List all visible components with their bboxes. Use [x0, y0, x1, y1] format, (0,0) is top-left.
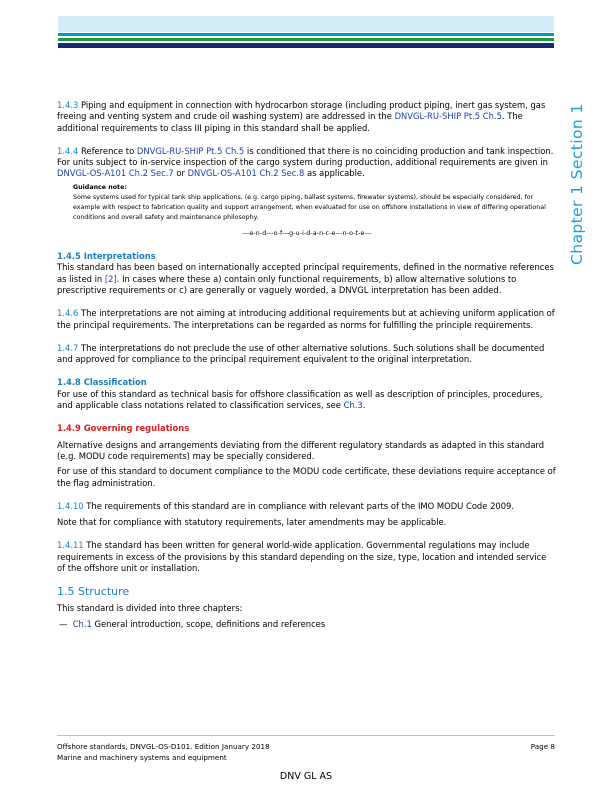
- section-1-4-7: [57, 343, 557, 366]
- page-number: Page 8: [530, 742, 555, 751]
- section-1-4-5-heading: [57, 251, 557, 262]
- clause-text: Reference to: [78, 145, 137, 156]
- clause-number: 1.4.4: [57, 145, 79, 156]
- footer-doc-subtitle: Marine and machinery systems and equipment: [57, 753, 227, 762]
- clause-number: 1.4.3: [57, 100, 79, 110]
- clause-text: This standard has been based on internationally accepted principal requirements, defined in the normative references as listed in: [57, 262, 554, 284]
- clause-number: 1.4.5: [57, 251, 81, 262]
- footer-doc-title: Offshore standards, DNVGL-OS-D101. Edition January 2018: [57, 742, 270, 751]
- list-dash: —: [59, 618, 68, 629]
- clause-number: 1.4.10: [57, 500, 84, 511]
- section-1-4-8: [57, 389, 557, 412]
- section-1-4-6: [57, 308, 557, 331]
- chapter-section-tab: Chapter 1 Section 1: [568, 103, 586, 265]
- section-1-4-5: [57, 262, 557, 296]
- ref-link-ship-pt5-ch5[interactable]: DNVGL-RU-SHIP Pt.5 Ch.5: [136, 145, 245, 156]
- section-1-4-10-note: Note that for compliance with statutory requirements, later amendments may be applicable.: [57, 517, 447, 528]
- guidance-note-text: Some systems used for typical tank ship applications, (e.g. cargo piping, ballast systems, firewater systems), should be especially considered, for example with respect to fabrication quality and support arrangement, when evaluated for use on offshore installations in view of differing operational conditions and overall safety and maintenance philosophy.: [73, 193, 546, 221]
- list-item-text: General introduction, scope, definitions and references: [91, 618, 326, 629]
- clause-text: or: [173, 168, 188, 179]
- page-footer: [57, 741, 555, 763]
- clause-text: For use of this standard as technical basis for offshore classification as well as description of principles, procedures, and applicable class notations related to classification services, see: [57, 388, 543, 411]
- header-stripe-navy: [58, 43, 554, 48]
- ref-link-a101-sec8[interactable]: DNVGL-OS-A101 Ch.2 Sec.8: [187, 168, 305, 179]
- clause-text: Piping and equipment in connection with hydrocarbon storage (including product piping, inert gas system, gas freeing and venting system and crude oil washing system) are addressed in the: [57, 100, 546, 122]
- section-1-5-intro: This standard is divided into three chapters:: [57, 602, 243, 613]
- section-1-4-9-heading: 1.4.9 Governing regulations: [57, 423, 190, 434]
- clause-text: The standard has been written for general world-wide application. Governmental regulations may include requirements in excess of the provisions by this standard depending on the size, type, location and intended service of the offshore unit or installation.: [57, 540, 547, 574]
- clause-text: .: [362, 400, 366, 411]
- section-1-4-9-p2: For use of this standard to document compliance to the MODU code certificate, these deviations require acceptance of the flag administration.: [57, 466, 556, 488]
- clause-number: 1.4.8: [57, 377, 81, 388]
- clause-text: as applicable.: [304, 168, 365, 179]
- guidance-end-marker: ---e-n-d---o-f---g-u-i-d-a-n-c-e---n-o-t-e---: [242, 229, 372, 237]
- header-band: [58, 16, 554, 32]
- section-1-4-10: [57, 501, 557, 512]
- clause-text: The requirements of this standard are in compliance with relevant parts of the IMO MODU Code 2009.: [83, 500, 515, 511]
- ref-link-ch3[interactable]: Ch.3: [343, 400, 363, 411]
- ref-link-normative-2[interactable]: [2]: [104, 273, 117, 284]
- clause-text: is conditioned that there is no coinciding production and tank inspection. For units subject to in-service inspection of the cargo system during production, additional requirements are given in: [57, 145, 554, 168]
- clause-title: Classification: [80, 377, 147, 388]
- guidance-note-title: Guidance note:: [73, 183, 127, 191]
- company-name: DNV GL AS: [279, 771, 333, 782]
- clause-text: . In cases where these a) contain only functional requirements, b) allow alternative solutions to prescriptive requirements or c) are generally or vaguely worded, a DNVGL interpretation has been added.: [57, 273, 517, 295]
- list-item: [57, 619, 557, 630]
- header-stripe-cyan: [58, 33, 554, 36]
- section-1-4-8-heading: [57, 377, 557, 388]
- clause-text: . The additional requirements to class III piping in this standard shall be applied.: [57, 111, 523, 133]
- section-1-4-4: [57, 146, 557, 180]
- section-1-4-9-p1: Alternative designs and arrangements deviating from the different regulatory standards as adapted in this standard (e.g. MODU code requirements) may be specially considered.: [57, 439, 545, 461]
- clause-text: The interpretations are not aiming at introducing additional requirements but at achieving uniform application of the principal requirements. The interpretations can be regarded as norms for fulfilling the principle requirements.: [57, 308, 555, 330]
- clause-number: 1.4.6: [57, 308, 79, 319]
- footer-divider: [57, 735, 555, 736]
- section-1-4-3: [57, 100, 557, 134]
- header-stripe-green: [58, 38, 554, 41]
- clause-number: 1.4.11: [57, 540, 84, 551]
- guidance-note: [73, 183, 557, 223]
- ref-link-a101-sec7[interactable]: DNVGL-OS-A101 Ch.2 Sec.7: [57, 168, 174, 179]
- page-body: [57, 100, 557, 630]
- clause-title: Interpretations: [80, 251, 156, 262]
- section-1-5-heading: 1.5 Structure: [57, 585, 130, 599]
- ref-link-ch1[interactable]: Ch.1: [72, 618, 92, 629]
- clause-text: The interpretations do not preclude the use of other alternative solutions. Such solutions shall be documented and approved for compliance to the principal requirement equivalent to the original interpretation.: [57, 342, 545, 365]
- section-1-4-11: [57, 540, 557, 574]
- ref-link-ship-pt5-ch5[interactable]: DNVGL-RU-SHIP Pt.5 Ch.5: [394, 111, 502, 122]
- clause-number: 1.4.7: [57, 342, 79, 353]
